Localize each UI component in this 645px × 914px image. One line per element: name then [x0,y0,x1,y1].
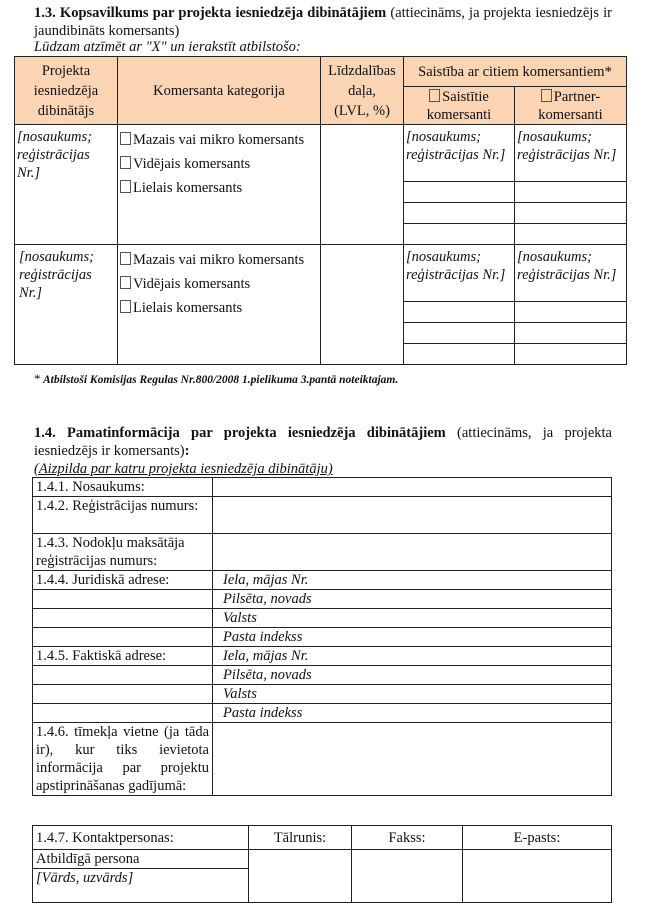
partner-cell[interactable]: [nosaukums; reģistrācijas Nr.] [515,125,627,182]
label-contacts: 1.4.7. Kontaktpersonas: [33,826,249,850]
category-cell [118,125,321,245]
header-fax: Fakss: [352,826,463,850]
label-responsible-person: Atbildīgā persona [33,850,249,869]
checkbox-related[interactable] [429,89,440,102]
checkbox[interactable] [120,276,131,289]
contacts-table [32,825,612,903]
input-name[interactable] [213,478,612,497]
category-option[interactable]: Mazais vai mikro komersants [120,128,318,152]
related-cell[interactable] [404,182,515,203]
founder-cell[interactable]: [nosaukums; reģistrācijas Nr.] [15,245,118,365]
founders-summary-table [14,56,627,365]
section-title-rest: (attiecināms, ja projekta iesniedzējs ir jaundibināts komersants) [34,5,612,39]
header-phone: Tālrunis: [249,826,352,850]
checkbox[interactable] [120,300,131,313]
label-website: 1.4.6. tīmekļa vietne (ja tāda ir), kur tiks ievietota informācija par projektu apstiprināšanas gadījumā: [33,723,213,796]
input-legal-postcode[interactable]: Pasta indekss [213,628,612,647]
partner-cell[interactable] [515,224,627,245]
section-title-rest: (attiecināms, ja projekta iesniedzējs ir komersants) [34,425,612,459]
input-actual-country[interactable]: Valsts [213,685,612,704]
related-cell[interactable]: [nosaukums; reģistrācijas Nr.] [404,245,515,302]
input-legal-street[interactable]: Iela, mājas Nr. [213,571,612,590]
checkbox-partner[interactable] [541,89,552,102]
label-tax: 1.4.3. Nodokļu maksātāja reģistrācijas numurs: [33,534,213,571]
section-title-bold: 1.4. Pamatinformācija par projekta iesniedzēja dibinātājiem [34,425,446,441]
footnote-text: Atbilstoši Komisijas Regulas Nr.800/2008 1.pielikuma 3.pantā noteiktajam. [42,374,399,386]
category-option[interactable]: Lielais komersants [120,176,318,200]
header-category: Komersanta kategorija [118,57,321,125]
header-share: Līdzdalības daļa, (LVL, %) [321,57,404,125]
header-related: Saistītie komersanti [404,87,515,125]
founder-info-table [32,477,612,796]
section-title-bold: 1.3. Kopsavilkums par projekta iesniedzēja dibinātājiem [34,5,387,21]
table-row [33,497,612,534]
label-actual-address: 1.4.5. Faktiskā adrese: [33,647,213,666]
empty-label [33,609,213,628]
header-relation: Saistība ar citiem komersantiem* [404,57,627,87]
section-1-3-instruction: Lūdzam atzīmēt ar "X" un ierakstīt atbilstošo: [34,39,301,55]
partner-cell[interactable] [515,344,627,365]
table-row [15,245,627,302]
empty-label [33,628,213,647]
input-person-name[interactable]: [Vārds, uzvārds] [33,869,249,903]
header-email: E-pasts: [463,826,612,850]
checkbox[interactable] [120,132,131,145]
category-cell [118,245,321,365]
founder-cell[interactable]: [nosaukums; reģistrācijas Nr.] [15,125,118,245]
related-cell[interactable] [404,323,515,344]
table-row [33,647,612,666]
input-legal-city[interactable]: Pilsēta, novads [213,590,612,609]
footnote-star: * [34,371,41,386]
partner-cell[interactable] [515,323,627,344]
partner-cell[interactable]: [nosaukums; reģistrācijas Nr.] [515,245,627,302]
partner-cell[interactable] [515,203,627,224]
section-1-3-title [34,4,612,40]
checkbox[interactable] [120,156,131,169]
header-founder: Projekta iesniedzēja dibinātājs [15,57,118,125]
label-name: 1.4.1. Nosaukums: [33,478,213,497]
input-phone[interactable] [249,850,352,903]
section-1-4-instruction: (Aizpilda par katru projekta iesniedzēja dibinātāju) [34,461,333,477]
label-reg: 1.4.2. Reģistrācijas numurs: [33,497,213,534]
input-legal-country[interactable]: Valsts [213,609,612,628]
input-reg[interactable] [213,497,612,534]
related-cell[interactable]: [nosaukums; reģistrācijas Nr.] [404,125,515,182]
input-fax[interactable] [352,850,463,903]
section-1-4-title [34,424,612,460]
partner-cell[interactable] [515,302,627,323]
table-row [33,723,612,796]
checkbox[interactable] [120,180,131,193]
related-cell[interactable] [404,224,515,245]
share-cell[interactable] [321,245,404,365]
related-cell[interactable] [404,344,515,365]
related-cell[interactable] [404,302,515,323]
category-option[interactable]: Vidējais komersants [120,272,318,296]
input-tax[interactable] [213,534,612,571]
table-row [33,478,612,497]
empty-label [33,590,213,609]
partner-cell[interactable] [515,182,627,203]
input-actual-postcode[interactable]: Pasta indekss [213,704,612,723]
label-legal-address: 1.4.4. Juridiskā adrese: [33,571,213,590]
input-actual-city[interactable]: Pilsēta, novads [213,666,612,685]
category-option[interactable]: Vidējais komersants [120,152,318,176]
category-option[interactable]: Mazais vai mikro komersants [120,248,318,272]
table-row [33,571,612,590]
empty-label [33,685,213,704]
input-email[interactable] [463,850,612,903]
footnote [34,371,398,387]
input-actual-street[interactable]: Iela, mājas Nr. [213,647,612,666]
table-row [15,125,627,182]
table-row [33,534,612,571]
related-cell[interactable] [404,203,515,224]
input-website[interactable] [213,723,612,796]
share-cell[interactable] [321,125,404,245]
header-partner: Partner- komersanti [515,87,627,125]
empty-label [33,666,213,685]
category-option[interactable]: Lielais komersants [120,296,318,320]
title-colon: : [184,443,190,459]
empty-label [33,704,213,723]
checkbox[interactable] [120,252,131,265]
